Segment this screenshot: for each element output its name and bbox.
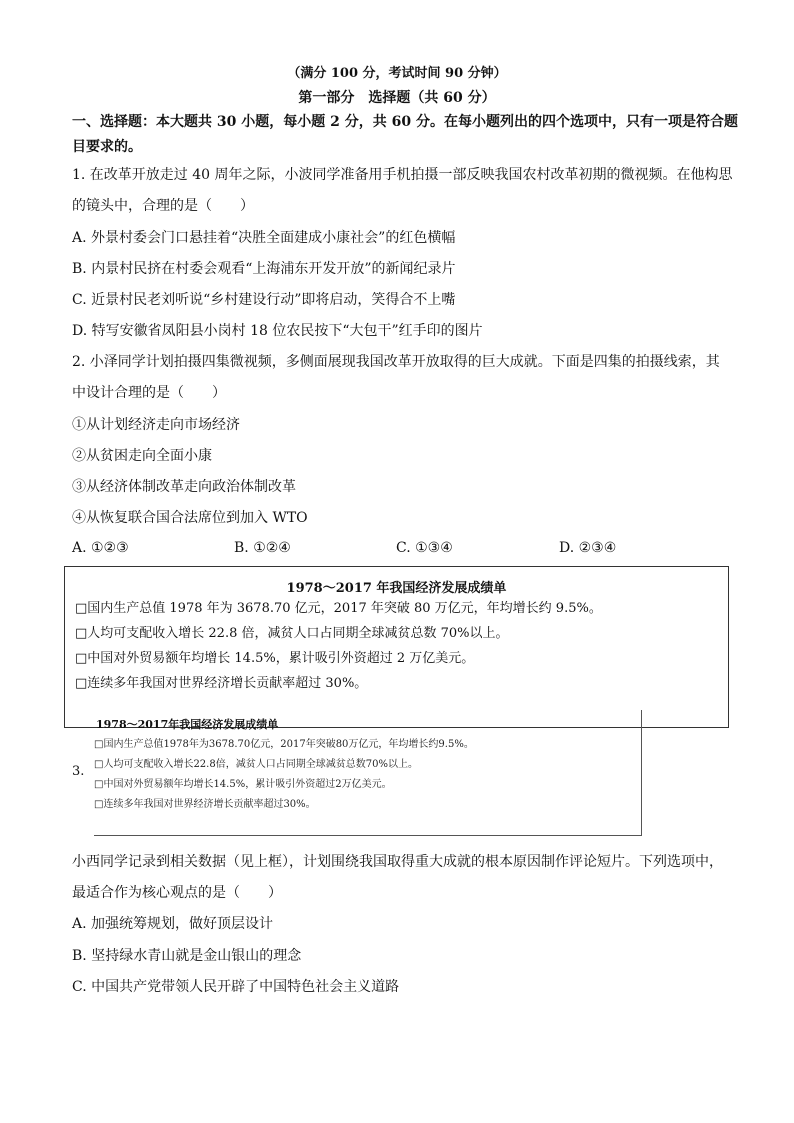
box-row-2: □人均可支配收入增长 22.8 倍，减贫人口占同期全球减贫总数 70%以上。 (75, 626, 509, 641)
q3-option-c: C. 中国共产党带领人民开辟了中国特色社会主义道路 (72, 979, 400, 995)
instructions-line-2: 目要求的。 (72, 139, 142, 155)
image-box-title: 1978～2017年我国经济发展成绩单 (96, 718, 279, 731)
box-row-1: □国内生产总值 1978 年为 3678.70 亿元，2017 年突破 80 万亿元，年均增长约 9.5%。 (75, 601, 602, 616)
exam-info: （满分 100 分，考试时间 90 分钟） (287, 66, 507, 81)
q2-item-1: ①从计划经济走向市场经济 (72, 417, 240, 433)
q2-stem-line-1: 2. 小泽同学计划拍摄四集微视频，多侧面展现我国改革开放取得的巨大成就。下面是四集的拍摄线索，其 (72, 354, 720, 370)
q2-item-4: ④从恢复联合国合法席位到加入 WTO (72, 510, 308, 526)
q1-option-c: C. 近景村民老刘听说“乡村建设行动”即将启动，笑得合不上嘴 (72, 292, 456, 308)
q1-option-a: A. 外景村委会门口悬挂着“决胜全面建成小康社会”的红色横幅 (72, 230, 456, 246)
q2-item-3: ③从经济体制改革走向政治体制改革 (72, 479, 296, 495)
image-box-row-1: □国内生产总值1978年为3678.70亿元，2017年突破80万亿元，年均增长约9.5%。 (94, 739, 474, 750)
q1-option-b: B. 内景村民挤在村委会观看“上海浦东开发开放”的新闻纪录片 (72, 261, 456, 277)
q2-choice-c: C. ①③④ (396, 540, 453, 556)
q3-number: 3. (72, 764, 85, 779)
q3-option-b: B. 坚持绿水青山就是金山银山的理念 (72, 948, 302, 964)
q2-choice-d: D. ②③④ (559, 540, 617, 556)
q2-stem-line-2: 中设计合理的是（ ） (72, 385, 226, 401)
image-box-row-3: □中国对外贸易额年均增长14.5%，累计吸引外资超过2万亿美元。 (94, 779, 392, 790)
image-box-row-4: □连续多年我国对世界经济增长贡献率超过30%。 (94, 799, 316, 810)
image-box-row-2: □人均可支配收入增长22.8倍，减贫人口占同期全球减贫总数70%以上。 (94, 759, 418, 770)
q3-stem-line-2: 最适合作为核心观点的是（ ） (72, 885, 282, 901)
economic-achievement-image (94, 710, 642, 836)
box-row-4: □连续多年我国对世界经济增长贡献率超过 30%。 (75, 676, 368, 691)
q1-option-d: D. 特写安徽省凤阳县小岗村 18 位农民按下“大包干”红手印的图片 (72, 323, 483, 339)
q1-stem-line-2: 的镜头中，合理的是（ ） (72, 198, 254, 214)
economic-achievement-box (64, 566, 729, 728)
q2-choice-b: B. ①②④ (234, 540, 291, 556)
q3-option-a: A. 加强统筹规划，做好顶层设计 (72, 916, 274, 932)
q1-stem-line-1: 1. 在改革开放走过 40 周年之际，小波同学准备用手机拍摄一部反映我国农村改革初期的微视频。在他构思 (72, 167, 733, 183)
box-title: 1978～2017 年我国经济发展成绩单 (286, 581, 507, 596)
instructions-line-1: 一、选择题：本大题共 30 小题，每小题 2 分，共 60 分。在每小题列出的四个选项中，只有一项是符合题 (72, 114, 738, 130)
q2-item-2: ②从贫困走向全面小康 (72, 448, 212, 464)
box-row-3: □中国对外贸易额年均增长 14.5%，累计吸引外资超过 2 万亿美元。 (75, 651, 475, 666)
part-title: 第一部分 选择题（共 60 分） (298, 90, 496, 106)
q2-choice-a: A. ①②③ (72, 540, 129, 556)
q3-stem-line-1: 小西同学记录到相关数据（见上框），计划围绕我国取得重大成就的根本原因制作评论短片。下列选项中， (72, 854, 723, 870)
